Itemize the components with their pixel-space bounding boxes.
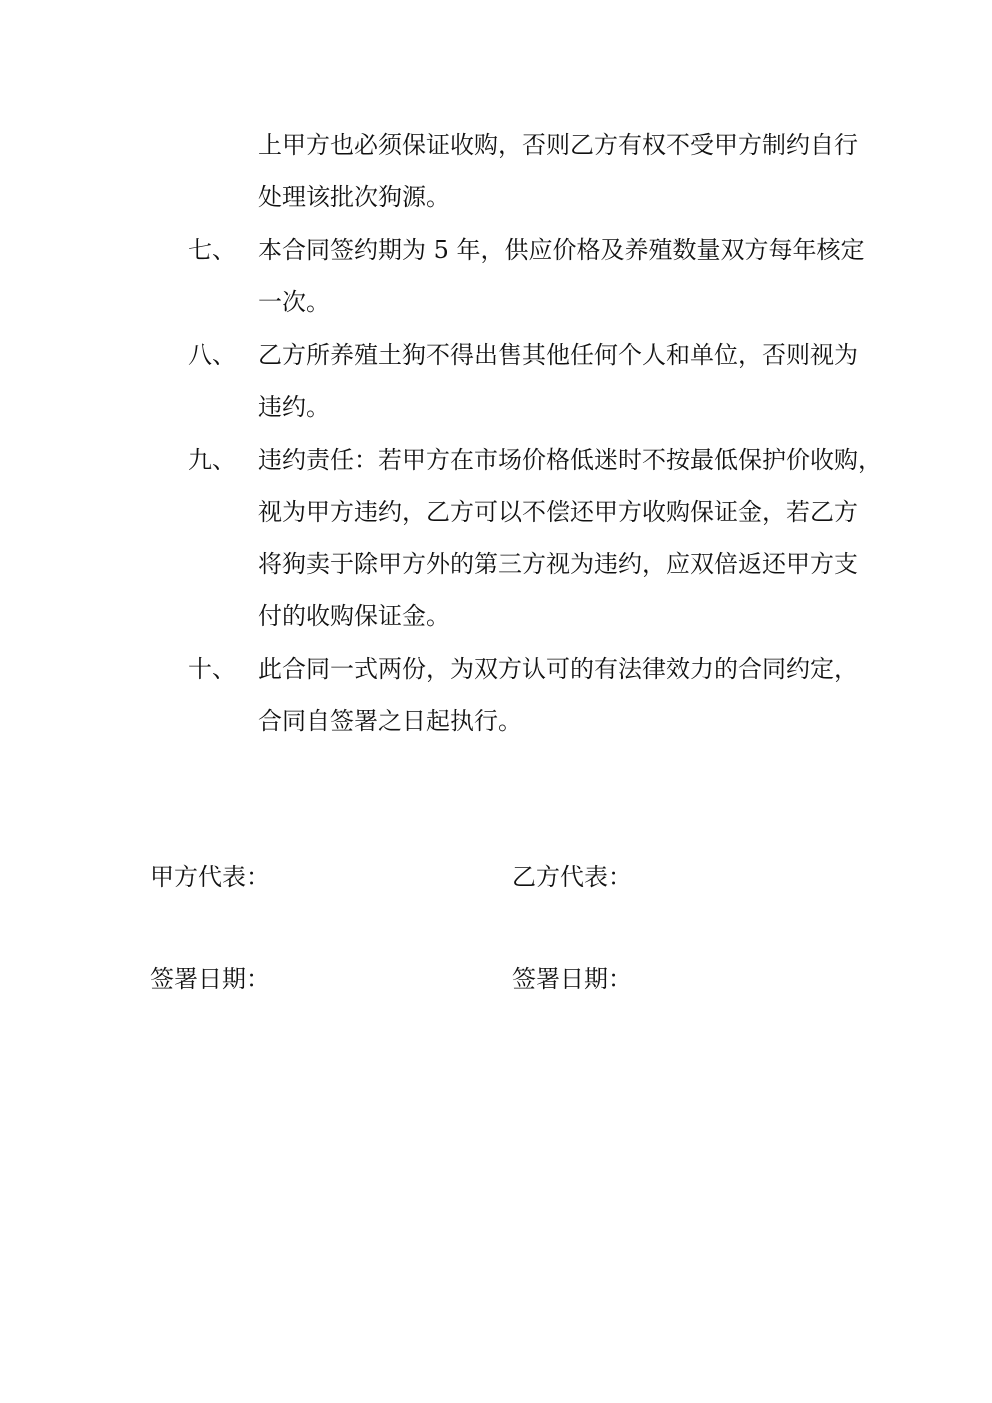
party-a-representative-label: 甲方代表： [150, 863, 270, 891]
clause-continuation-line: 上甲方也必须保证收购，否则乙方有权不受甲方制约自行 [258, 131, 858, 159]
clause-line: 视为甲方违约，乙方可以不偿还甲方收购保证金，若乙方 [258, 498, 858, 526]
clause-line: 违约。 [258, 393, 330, 421]
clause-number: 十、 [188, 655, 236, 683]
party-b-representative-label: 乙方代表： [512, 863, 632, 891]
clause-number: 八、 [188, 341, 236, 369]
clause-line: 违约责任：若甲方在市场价格低迷时不按最低保护价收购， [258, 446, 882, 474]
clause-line: 乙方所养殖土狗不得出售其他任何个人和单位，否则视为 [258, 341, 858, 369]
clause-line: 付的收购保证金。 [258, 602, 450, 630]
clause-line: 合同自签署之日起执行。 [258, 707, 522, 735]
clause-line: 将狗卖于除甲方外的第三方视为违约，应双倍返还甲方支 [258, 550, 858, 578]
clause-continuation-line: 处理该批次狗源。 [258, 183, 450, 211]
clause-line: 此合同一式两份，为双方认可的有法律效力的合同约定， [258, 655, 858, 683]
clause-line: 一次。 [258, 288, 330, 316]
clause-number: 七、 [188, 236, 236, 264]
party-b-signing-date-label: 签署日期： [512, 965, 632, 993]
clause-line: 本合同签约期为 5 年，供应价格及养殖数量双方每年核定 [258, 236, 865, 264]
party-a-signing-date-label: 签署日期： [150, 965, 270, 993]
clause-number: 九、 [188, 446, 236, 474]
